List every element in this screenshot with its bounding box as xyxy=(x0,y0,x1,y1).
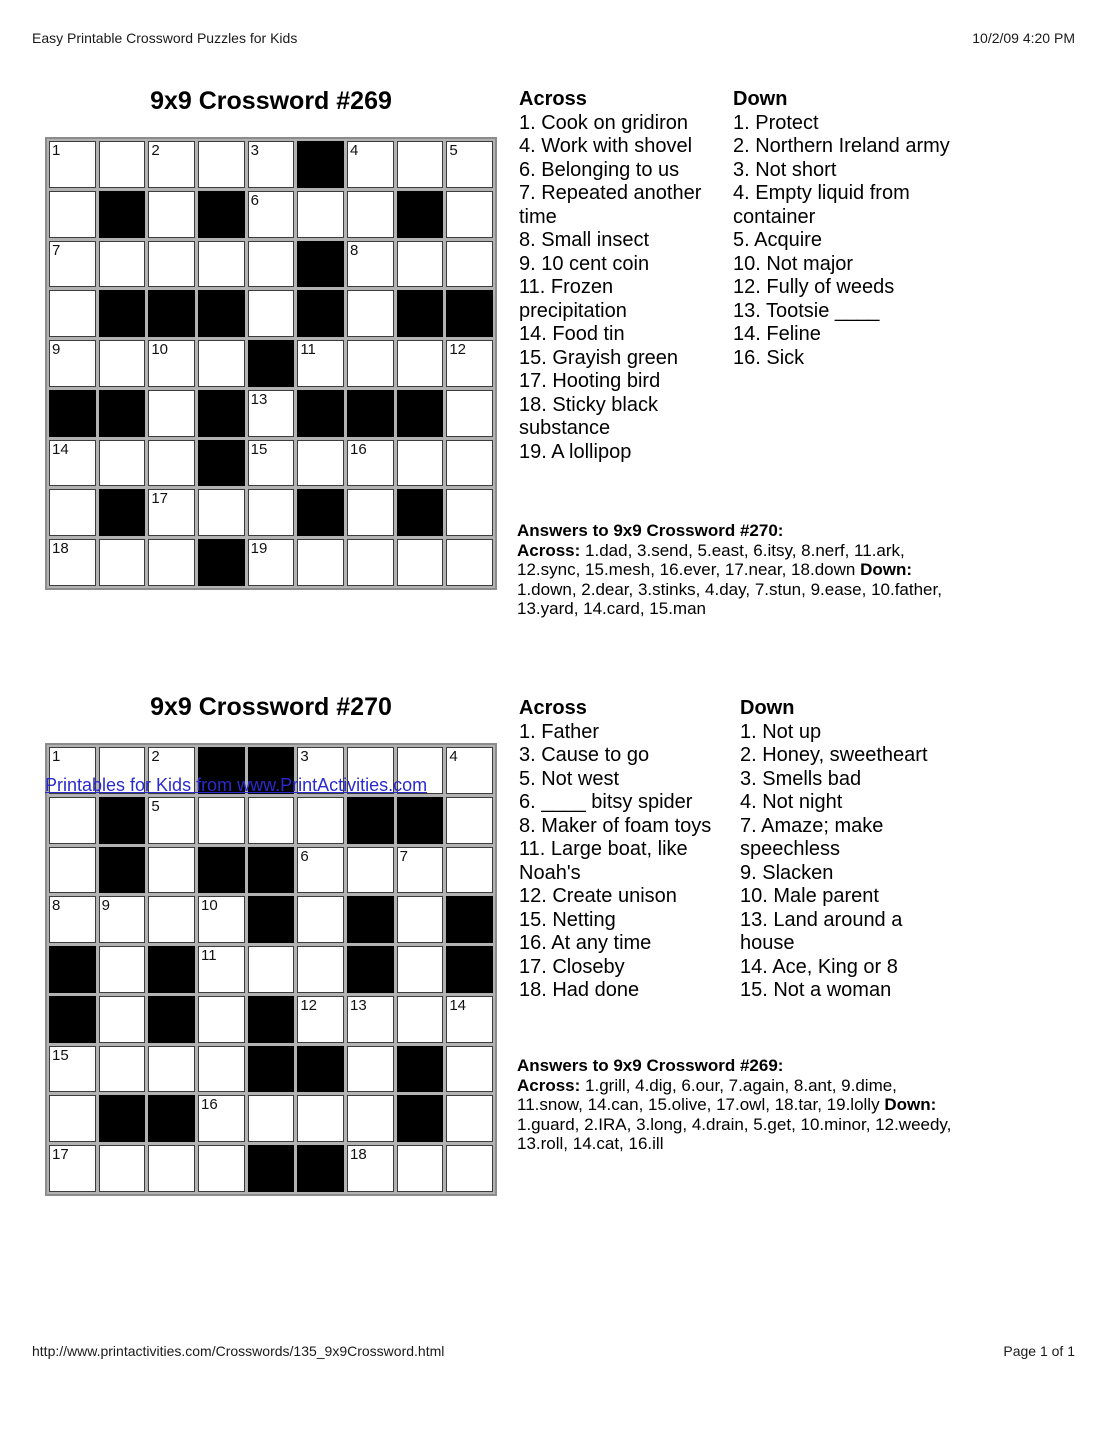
print-header-title: Easy Printable Crossword Puzzles for Kids xyxy=(32,30,298,46)
grid-cell xyxy=(347,290,394,337)
down-clue: 12. Fully of weeds xyxy=(733,276,895,298)
grid-cell xyxy=(297,996,344,1043)
across-clue: 15. Grayish green xyxy=(519,346,678,369)
black-cell xyxy=(248,1145,295,1192)
black-cell xyxy=(49,996,96,1043)
grid-cell xyxy=(347,539,394,586)
black-cell xyxy=(198,191,245,238)
black-cell xyxy=(297,1145,344,1192)
crossword-270-across-clues xyxy=(519,697,729,1003)
across-clue: 3. Cause to go xyxy=(519,744,650,766)
cell-number: 10 xyxy=(151,341,169,359)
grid-cell xyxy=(446,847,493,894)
black-cell xyxy=(297,290,344,337)
grid-cell xyxy=(148,797,195,844)
cell-number: 2 xyxy=(151,748,160,765)
grid-cell xyxy=(49,539,96,586)
across-heading: Across xyxy=(519,88,587,110)
down-clue: 3. Not short xyxy=(733,158,837,181)
down-clue: 2. Northern Ireland army xyxy=(733,135,950,157)
answers-down-text: 1.down, 2.dear, 3.stinks, 4.day, 7.stun, 9.ease, 10.father, 13.yard, 14.card, 15.man xyxy=(517,579,942,618)
grid-cell xyxy=(248,290,295,337)
black-cell xyxy=(347,797,394,844)
down-clue: 13. Tootsie ____ xyxy=(733,299,880,322)
down-clue: 4. Empty liquid from container xyxy=(733,182,910,228)
black-cell xyxy=(148,996,195,1043)
across-clue: 8. Maker of foam toys xyxy=(519,814,712,837)
grid-cell xyxy=(248,946,295,993)
down-clue: 10. Not major xyxy=(733,252,854,275)
across-clue: 17. Hooting bird xyxy=(519,370,661,392)
grid-cell xyxy=(397,539,444,586)
black-cell xyxy=(446,946,493,993)
cell-number: 14 xyxy=(52,440,69,458)
grid-cell xyxy=(148,847,195,894)
answers-across-label: Across: xyxy=(517,1075,581,1095)
cell-number: 2 xyxy=(151,142,160,159)
across-clue: 7. Repeated another time xyxy=(519,182,702,228)
grid-cell xyxy=(347,1145,394,1192)
down-clue: 5. Acquire xyxy=(733,229,822,251)
cell-number: 3 xyxy=(250,142,259,159)
black-cell xyxy=(198,847,245,894)
grid-cell xyxy=(148,896,195,943)
cell-number: 17 xyxy=(151,490,169,508)
grid-cell xyxy=(297,1095,344,1142)
grid-cell xyxy=(198,340,245,387)
answers-heading: Answers to 9x9 Crossword #270: xyxy=(517,521,784,540)
print-footer-page-info: Page 1 of 1 xyxy=(1003,1343,1075,1359)
black-cell xyxy=(198,390,245,437)
cell-number: 9 xyxy=(101,897,110,915)
grid-cell xyxy=(198,1145,245,1192)
down-clue: 2. Honey, sweetheart xyxy=(740,744,928,766)
black-cell xyxy=(297,390,344,437)
black-cell xyxy=(397,390,444,437)
black-cell xyxy=(148,290,195,337)
grid-cell xyxy=(198,896,245,943)
black-cell xyxy=(397,290,444,337)
cell-number: 4 xyxy=(449,748,458,765)
cell-number: 15 xyxy=(52,1046,69,1064)
grid-cell xyxy=(446,1145,493,1192)
black-cell xyxy=(397,1046,444,1093)
black-cell xyxy=(397,1095,444,1142)
black-cell xyxy=(297,1046,344,1093)
black-cell xyxy=(248,340,295,387)
crossword-269-down-clues xyxy=(733,88,965,370)
grid-cell xyxy=(198,141,245,188)
cell-number: 6 xyxy=(300,847,309,865)
down-clue: 13. Land around a house xyxy=(740,908,903,954)
across-clue: 9. 10 cent coin xyxy=(519,252,650,275)
grid-cell xyxy=(248,191,295,238)
cell-number: 11 xyxy=(300,341,316,359)
grid-cell xyxy=(99,241,146,288)
black-cell xyxy=(148,946,195,993)
cell-number: 1 xyxy=(52,142,61,159)
cell-number: 5 xyxy=(151,797,160,815)
grid-cell xyxy=(49,1095,96,1142)
grid-cell xyxy=(347,489,394,536)
down-clue: 3. Smells bad xyxy=(740,767,862,790)
grid-cell xyxy=(99,340,146,387)
black-cell xyxy=(198,290,245,337)
cell-number: 12 xyxy=(449,341,467,359)
grid-cell xyxy=(297,191,344,238)
grid-cell xyxy=(49,896,96,943)
cell-number: 10 xyxy=(201,897,218,915)
grid-cell xyxy=(148,241,195,288)
black-cell xyxy=(248,1046,295,1093)
cell-number: 16 xyxy=(350,440,367,458)
answers-to-270 xyxy=(517,521,967,619)
across-clue: 15. Netting xyxy=(519,908,616,931)
printactivities-link[interactable]: Printables for Kids from www.PrintActivities.com xyxy=(45,775,428,795)
across-clue: 19. A lollipop xyxy=(519,440,632,463)
grid-cell xyxy=(446,440,493,487)
grid-cell xyxy=(446,747,493,794)
black-cell xyxy=(297,489,344,536)
grid-cell xyxy=(99,1145,146,1192)
cell-number: 7 xyxy=(399,847,408,865)
grid-cell xyxy=(446,191,493,238)
grid-cell xyxy=(49,1145,96,1192)
cell-number: 17 xyxy=(52,1146,69,1164)
grid-cell xyxy=(347,191,394,238)
grid-cell xyxy=(397,241,444,288)
answers-down-text: 1.guard, 2.IRA, 3.long, 4.drain, 5.get, 10.minor, 12.weedy, 13.roll, 14.cat, 16.ill xyxy=(517,1114,952,1153)
across-heading: Across xyxy=(519,697,587,719)
across-clue: 12. Create unison xyxy=(519,885,677,907)
grid-cell xyxy=(297,440,344,487)
grid-cell xyxy=(248,1095,295,1142)
black-cell xyxy=(347,390,394,437)
grid-cell xyxy=(49,847,96,894)
grid-cell xyxy=(248,241,295,288)
down-clue: 10. Male parent xyxy=(740,885,879,907)
grid-cell xyxy=(198,1095,245,1142)
grid-cell xyxy=(248,390,295,437)
grid-cell xyxy=(49,340,96,387)
crossword-270-grid xyxy=(45,743,497,1196)
down-clue: 16. Sick xyxy=(733,346,805,369)
black-cell xyxy=(148,1095,195,1142)
grid-cell xyxy=(397,996,444,1043)
black-cell xyxy=(99,191,146,238)
grid-cell xyxy=(148,1145,195,1192)
black-cell xyxy=(99,290,146,337)
grid-cell xyxy=(148,390,195,437)
grid-cell xyxy=(446,340,493,387)
grid-cell xyxy=(49,489,96,536)
cell-number: 13 xyxy=(350,996,367,1014)
crossword-269-title: 9x9 Crossword #269 xyxy=(150,87,392,115)
black-cell xyxy=(297,241,344,288)
grid-cell xyxy=(198,241,245,288)
black-cell xyxy=(248,847,295,894)
across-clue: 14. Food tin xyxy=(519,323,625,345)
grid-cell xyxy=(148,1046,195,1093)
grid-cell xyxy=(297,896,344,943)
grid-cell xyxy=(248,539,295,586)
black-cell xyxy=(397,489,444,536)
black-cell xyxy=(446,896,493,943)
grid-cell xyxy=(347,847,394,894)
down-clue: 15. Not a woman xyxy=(740,979,892,1001)
grid-cell xyxy=(99,539,146,586)
grid-cell xyxy=(446,996,493,1043)
grid-cell xyxy=(297,797,344,844)
grid-cell xyxy=(397,896,444,943)
down-clue: 4. Not night xyxy=(740,791,843,813)
grid-cell xyxy=(297,847,344,894)
crossword-269-grid xyxy=(45,137,497,590)
black-cell xyxy=(347,896,394,943)
down-clue: 7. Amaze; make speechless xyxy=(740,814,884,860)
cell-number: 12 xyxy=(300,996,318,1014)
grid-cell xyxy=(148,340,195,387)
crossword-269-across-clues xyxy=(519,88,719,464)
across-clue: 18. Had done xyxy=(519,979,640,1001)
black-cell xyxy=(99,1095,146,1142)
answers-across-text: 1.grill, 4.dig, 6.our, 7.again, 8.ant, 9.dime, 11.snow, 14.can, 15.olive, 17.owl, 18.tar, 19.lolly xyxy=(517,1075,897,1114)
across-clue: 17. Closeby xyxy=(519,955,625,978)
across-clue: 11. Large boat, like Noah's xyxy=(519,838,688,884)
grid-cell xyxy=(397,847,444,894)
crossword-270-title: 9x9 Crossword #270 xyxy=(150,693,392,721)
cell-number: 7 xyxy=(52,241,61,259)
grid-cell xyxy=(347,241,394,288)
grid-cell xyxy=(297,340,344,387)
down-clue: 1. Not up xyxy=(740,720,822,743)
grid-cell xyxy=(99,1046,146,1093)
down-clue: 1. Protect xyxy=(733,111,819,134)
down-clue: 9. Slacken xyxy=(740,861,834,884)
grid-cell xyxy=(347,440,394,487)
black-cell xyxy=(99,847,146,894)
grid-cell xyxy=(148,440,195,487)
grid-cell xyxy=(49,241,96,288)
black-cell xyxy=(198,440,245,487)
cell-number: 11 xyxy=(201,947,217,965)
black-cell xyxy=(198,539,245,586)
grid-cell xyxy=(347,1046,394,1093)
answers-to-269 xyxy=(517,1056,967,1154)
grid-cell xyxy=(248,797,295,844)
grid-cell xyxy=(347,141,394,188)
grid-cell xyxy=(297,539,344,586)
black-cell xyxy=(297,141,344,188)
across-clue: 1. Cook on gridiron xyxy=(519,111,688,134)
cell-number: 3 xyxy=(300,748,309,765)
grid-cell xyxy=(248,440,295,487)
cell-number: 16 xyxy=(201,1096,218,1114)
grid-cell xyxy=(99,896,146,943)
cell-number: 19 xyxy=(250,540,268,558)
grid-cell xyxy=(148,539,195,586)
grid-cell xyxy=(248,141,295,188)
grid-cell xyxy=(248,489,295,536)
grid-cell xyxy=(99,946,146,993)
grid-cell xyxy=(148,191,195,238)
grid-cell xyxy=(49,1046,96,1093)
grid-cell xyxy=(397,440,444,487)
grid-cell xyxy=(49,440,96,487)
grid-cell xyxy=(446,390,493,437)
black-cell xyxy=(49,946,96,993)
grid-cell xyxy=(198,946,245,993)
grid-cell xyxy=(397,946,444,993)
cell-number: 8 xyxy=(350,241,359,259)
grid-cell xyxy=(446,1095,493,1142)
grid-cell xyxy=(397,340,444,387)
black-cell xyxy=(446,290,493,337)
grid-cell xyxy=(446,489,493,536)
grid-cell xyxy=(347,996,394,1043)
black-cell xyxy=(99,390,146,437)
cell-number: 8 xyxy=(52,897,61,915)
down-clue: 14. Ace, King or 8 xyxy=(740,955,898,978)
across-clue: 8. Small insect xyxy=(519,229,650,251)
grid-cell xyxy=(49,191,96,238)
answers-across-text: 1.dad, 3.send, 5.east, 6.itsy, 8.nerf, 11.ark, 12.sync, 15.mesh, 16.ever, 17.near, 18.down xyxy=(517,540,905,579)
grid-cell xyxy=(99,141,146,188)
across-clue: 18. Sticky black substance xyxy=(519,393,658,439)
grid-cell xyxy=(99,996,146,1043)
grid-cell xyxy=(49,141,96,188)
cell-number: 5 xyxy=(449,142,458,159)
grid-cell xyxy=(49,797,96,844)
grid-cell xyxy=(347,1095,394,1142)
grid-cell xyxy=(99,440,146,487)
cell-number: 18 xyxy=(350,1146,367,1164)
grid-cell xyxy=(148,141,195,188)
black-cell xyxy=(397,797,444,844)
cell-number: 4 xyxy=(350,142,359,159)
cell-number: 15 xyxy=(250,440,268,458)
down-heading: Down xyxy=(733,88,788,110)
answers-down-label: Down: xyxy=(884,1095,937,1114)
grid-cell xyxy=(198,489,245,536)
grid-cell xyxy=(148,489,195,536)
cell-number: 14 xyxy=(449,996,467,1014)
answers-heading: Answers to 9x9 Crossword #269: xyxy=(517,1056,784,1075)
grid-cell xyxy=(198,797,245,844)
black-cell xyxy=(99,797,146,844)
across-clue: 11. Frozen precipitation xyxy=(519,276,627,322)
black-cell xyxy=(248,896,295,943)
print-footer-url: http://www.printactivities.com/Crosswords/135_9x9Crossword.html xyxy=(32,1343,445,1359)
crossword-270-down-clues xyxy=(740,697,950,1003)
grid-cell xyxy=(446,797,493,844)
answers-down-label: Down: xyxy=(860,560,913,579)
grid-cell xyxy=(446,1046,493,1093)
cell-number: 13 xyxy=(250,390,268,408)
grid-cell xyxy=(446,141,493,188)
cell-number: 18 xyxy=(52,540,69,558)
answers-across-label: Across: xyxy=(517,540,581,560)
grid-cell xyxy=(198,996,245,1043)
cell-number: 1 xyxy=(52,748,61,765)
grid-cell xyxy=(49,290,96,337)
grid-cell xyxy=(397,1145,444,1192)
black-cell xyxy=(49,390,96,437)
across-clue: 6. Belonging to us xyxy=(519,158,680,181)
black-cell xyxy=(397,191,444,238)
across-clue: 16. At any time xyxy=(519,932,652,954)
down-heading: Down xyxy=(740,697,795,719)
down-clue: 14. Feline xyxy=(733,323,821,345)
across-clue: 1. Father xyxy=(519,720,600,743)
grid-cell xyxy=(297,946,344,993)
grid-cell xyxy=(397,141,444,188)
grid-cell xyxy=(446,241,493,288)
black-cell xyxy=(248,996,295,1043)
black-cell xyxy=(99,489,146,536)
across-clue: 6. ____ bitsy spider xyxy=(519,791,693,813)
black-cell xyxy=(347,946,394,993)
cell-number: 9 xyxy=(52,341,61,359)
cell-number: 6 xyxy=(250,191,259,209)
print-header-datetime: 10/2/09 4:20 PM xyxy=(972,30,1075,46)
across-clue: 5. Not west xyxy=(519,767,620,790)
across-clue: 4. Work with shovel xyxy=(519,135,693,157)
grid-cell xyxy=(446,539,493,586)
grid-cell xyxy=(198,1046,245,1093)
grid-cell xyxy=(347,340,394,387)
